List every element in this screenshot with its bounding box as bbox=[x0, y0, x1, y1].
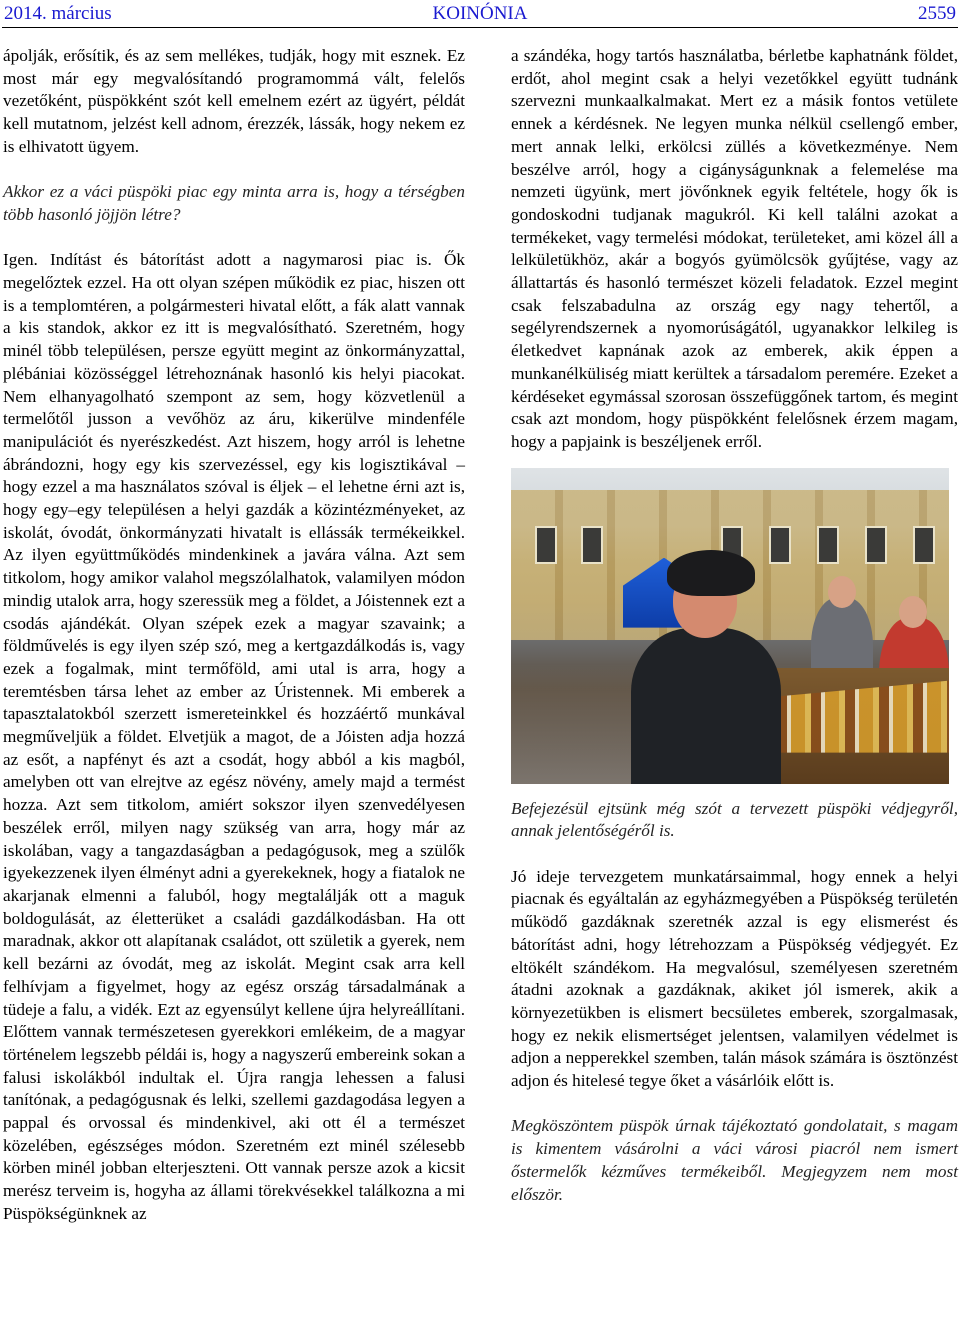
closing-note: Megköszöntem püspök úrnak tájékoztató gondolatait, s magam is kimentem vásárolni a váci városi piacról nem ismert őstermelők kézműves termékeiből. Megjegyzem nem most először. bbox=[511, 1116, 958, 1204]
interview-question: Befejezésül ejtsünk még szót a tervezett püspöki védjegyről, annak jelentőségéről is. bbox=[511, 798, 958, 841]
window bbox=[865, 526, 887, 564]
issue-date: 2014. március bbox=[4, 3, 112, 24]
paragraph: ápolják, erősítik, és az sem mellékes, tudják, hogy mit esznek. Ez most már egy megvalósítandó programommá vált, felelős vezetőként, püspökként szót kell emelnem ezért az ügyért, példát kell mutatnom, jelzést kell adnom, érezzék, lássák, hogy nekem ez is elhivatott ügyem. bbox=[3, 46, 465, 156]
customer-figure bbox=[631, 540, 781, 784]
window bbox=[817, 526, 839, 564]
window bbox=[581, 526, 603, 564]
journal-title: KOINÓNIA bbox=[432, 3, 528, 24]
window bbox=[535, 526, 557, 564]
paragraph: a szándéka, hogy tartós használatba, bérletbe kaphatnánk földet, erdőt, ahol megint csak a helyi vezetőkkel együtt tudnánk szervezni munkaalkalmakat. Mert ez a másik fontos vetülete ennek a kérdésnek. Ne legyen munka nélkül csellengő ember, mert annak lelki, erkölcsi züllés a következménye. Nem beszélve arról, hogy a cigányságunknak a felemelése ma nemzeti ügyünk, mert jövőnknek egyik feltétele, hogy ők is gondoskodni tudjanak magukról. Ki kell találni azokat a termékeket, vagy termelési módokat, területeket, ami közel áll a lelkületükhöz, akár a bogyós gyümölcsök gyűjtése, vagy az állattartás és hasonló természet közeli feladatok. Ezzel megint csak felszabadulna az ország egy nagy tehertől, a segélyrendszernek a nyomorúságától, ugyanakkor lelkileg is életkedvet kapnának azok az emberek, akik éppen a munkanélküliség miatt kerültek a társadalom peremére. Ezeket a kérdéseket egymással szorosan összefüggőnek tartom, és megint csak azt mondom, hogy püspökként felelősnek érzem magam, hogy a papjaink is beszéljenek erről. bbox=[511, 46, 958, 451]
left-column bbox=[3, 45, 465, 1226]
running-header bbox=[2, 0, 958, 28]
paragraph: Igen. Indítást és bátorítást adott a nagymarosi piac is. Ők megelőztek ezzel. Ha ott olyan szépen működik ez piac, hiszen ott is a templomtéren, a polgármesteri hivatal előtt, a fák alatt vannak a kis standok, akkor ez itt is megvalósítható. Szeretném, hogy minél több településen, persze együtt megint az önkormányzattal, plébániai közösséggel létrehoznának hasonló kis helyi piacokat. Nem elhanyagolható szempont az sem, hogy közvetlenül a termelőtől jusson a vevőhöz az áru, kikerülve mindenféle manipulációt és nyerészkedést. Azt hiszem, hogy arról is lehetne ábrándozni, hogy egy kis szervezéssel, egy kis logisztikával – hogy ezzel a ma használatos szóval is éljek – el lehetne érni azt is, hogy egy–egy településen a helyi gazdák a közintézményeket, az iskolát, óvodát, önkormányzati hivatalt is ellássák termékeikkel. Az ilyen együttműködés mindenkinek a javára válna. Azt sem titkolom, hogy amikor valahol megszólalhatok, valamilyen módon mindig utalok arra, hogy szeressük meg a földet, a Jóistennek ezt a csodás ajándékát. Olyan szépek ezek a magyar szavaink; a földművelés is egy ilyen szép szó, meg a kertgazdálkodás is, vagy ezek a fogalmak, mint termőföld, ami utal is arra, hogy a teremtésben társa lehet az ember az Úristennek. Mi emberek a tapasztalatokból szerzett ismereteinkkel és hozzáértő munkával megműveljük a földet. Elvetjük a magot, de a Jóisten adja hozzá az esőt, a napfényt és azt a csodát, hogy abból a kis magból, amelyben ott van elrejtve az egész növény, amely majd a termést hozza. Azt sem titkolom, amiért sokszor ilyen szenvedélyesen beszélek erről, milyen nagy szükség van arra, hogy már az iskolában, vagy a tangazdaságban a pedagógusok, meg a szülők igyekezzenek ilyen élményt adni a gyerekeknek, hogy a fiatalok ne akarjanak elmenni a faluból, hogy megtalálják ott a maguk boldogulását, az életterüket a családi gazdálkodásban. Ha ott maradnak, akkor ott alapítanak családot, ott születik a gyerek, nem kell bezárni az óvodát, meg az iskolát. Megint csak arra kell felhívjam a figyelmet, hogy az egész ország társadalmának a tüdeje a falu, a vidék. Ezt az egyensúlyt kellene újra helyreállítani. Előttem vannak természetesen gyerekkori emlékeim, de a magyar történelem legszebb példái is, hogy a nagyszerű embereink sokan a falusi iskolákból indultak el. Újra rangja lehessen a falusi tanítónak, a pedagógusnak és lelki, szellemi gazdagodása legyen a pappal és orvossal és mindenkivel, aki ott él a természet közelében, egészséges módon. Szeretném ezt minél szélesebb körben minél jobban elterjeszteni. Ott vannak persze azok a kicsit merész terveim is, hogyha az állami törekvésekkel találkozna a mi Püspökségünknek az bbox=[3, 250, 465, 1223]
paragraph: Jó ideje tervezgetem munkatársaimmal, hogy ennek a helyi piacnak és egyáltalán az egyházmegyében a Püspökség területén működő gazdáknak szeretnék azzal is egy elismerést és bátorítást adni, hogy létrehozzam a Püspökség védjegyét. Ez eltökélt szándékom. Ha megvalósul, személyesen szeretném átadni azoknak a gazdáknak, akiket jól ismerek, akik a környezetükben is elismert becsületes emberek, szorgalmasak, hogy ez nekik elismertséget jelentsen, valamilyen védelmet is adjon a nepperekkel szemben, talán mások számára is ösztönzést adjon és hitelesé tegye őket a vásárlóik előtt is. bbox=[511, 866, 958, 1091]
window bbox=[913, 526, 935, 564]
page-number: 2559 bbox=[918, 3, 956, 24]
right-column bbox=[511, 45, 958, 1206]
interview-question: Akkor ez a váci püspöki piac egy minta arra is, hogy a térségben több hasonló jöjjön létre? bbox=[3, 182, 465, 224]
market-photo bbox=[511, 468, 949, 784]
